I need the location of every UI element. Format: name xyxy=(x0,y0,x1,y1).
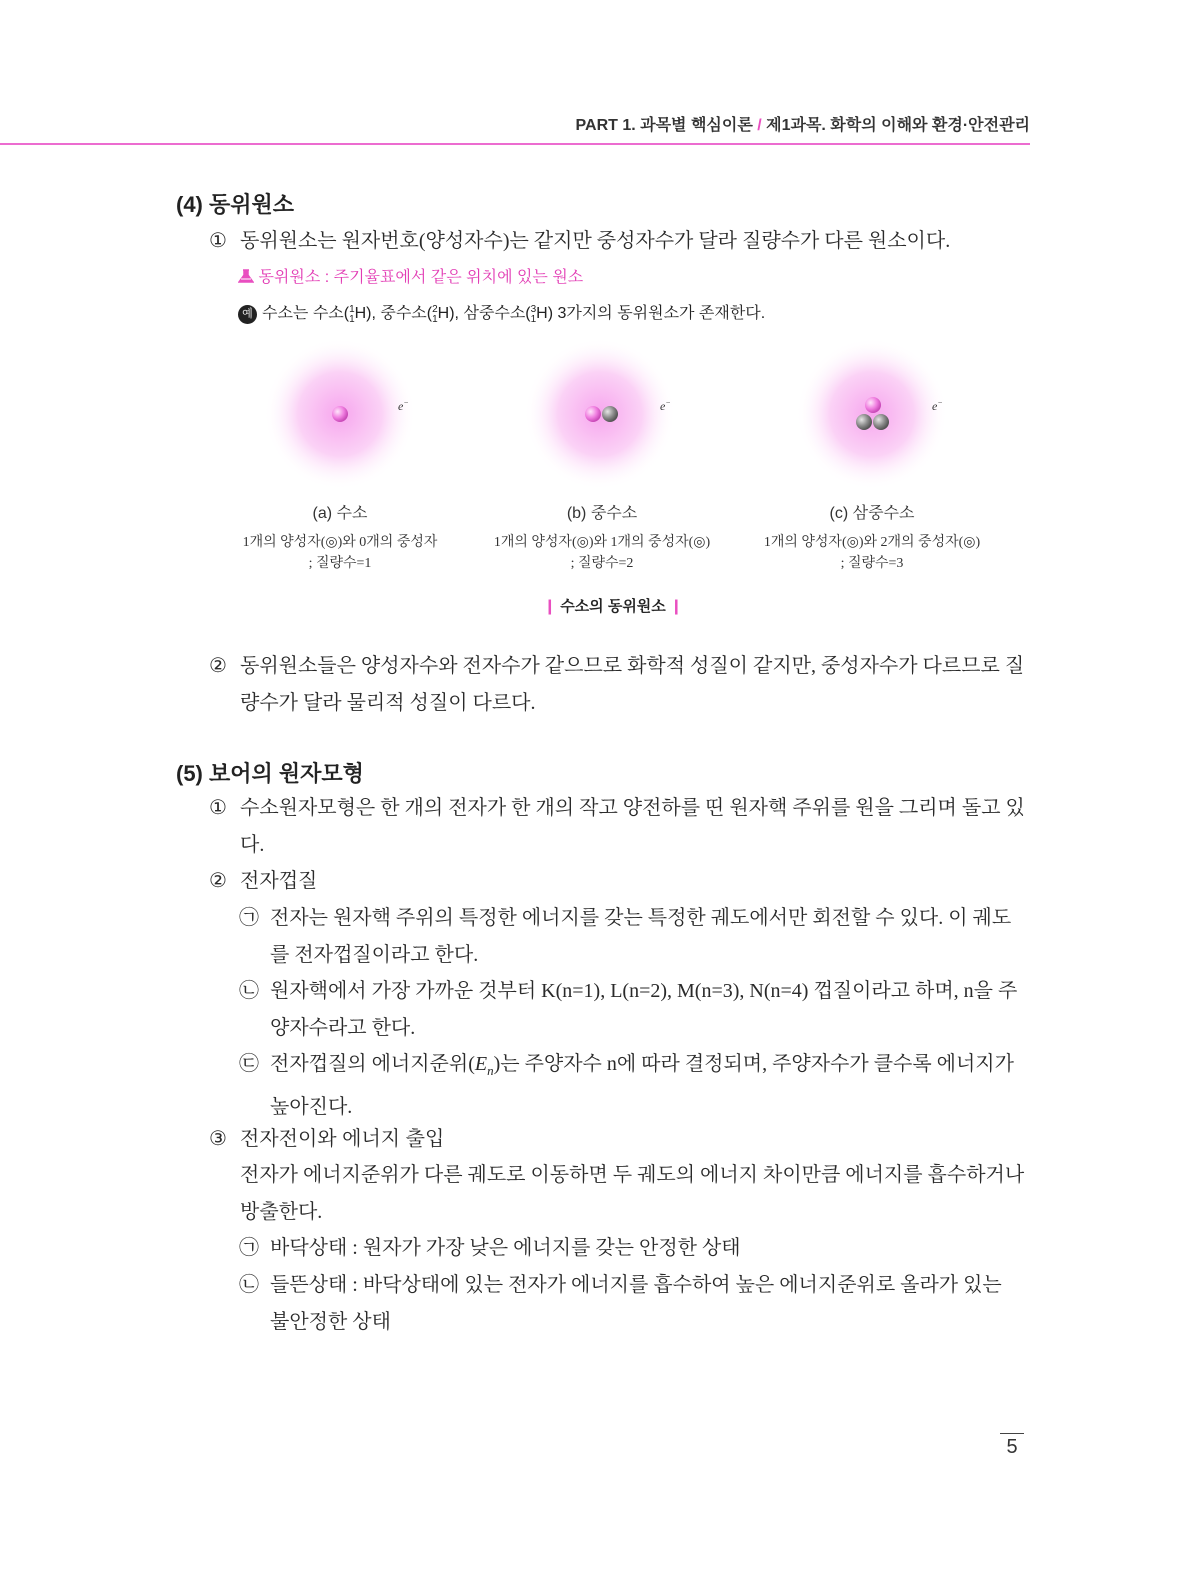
s5-p3-body: 전자가 에너지준위가 다른 궤도로 이동하면 두 궤도의 에너지 차이만큼 에너지를 흡수하거나 방출한다. xyxy=(240,1164,1025,1223)
neutron-c2 xyxy=(873,414,889,430)
s5-item-c xyxy=(239,1046,1025,1126)
s5-d-text: 바닥상태 : 원자가 가장 낮은 에너지를 갖는 안정한 상태 xyxy=(270,1237,741,1259)
s4-note-text: 동위원소 : 주기율표에서 같은 위치에 있는 원소 xyxy=(258,269,584,286)
s4-p2-text: 동위원소들은 양성자수와 전자수가 같으므로 화학적 성질이 같지만, 중성자수가 다르므로 질량수가 달라 물리적 성질이 다르다. xyxy=(240,655,1025,714)
panel-b-description xyxy=(462,532,742,574)
panel-c-label: (c) 삼중수소 xyxy=(829,505,915,522)
panel-a-label: (a) 수소 xyxy=(312,505,368,522)
isotope-1-atomic: 1 xyxy=(349,314,355,325)
s5-c-marker: ㉢ xyxy=(239,1053,259,1075)
s5-e-text: 들뜬상태 : 바닥상태에 있는 전자가 에너지를 흡수하여 높은 에너지준위로 올라가 있는 불안정한 상태 xyxy=(270,1274,1002,1333)
proton-a xyxy=(332,406,348,422)
isotope-2-atomic: 1 xyxy=(432,314,438,325)
example-text-d: H) 3가지의 동위원소가 존재한다. xyxy=(536,305,766,322)
electron-label-c: e− xyxy=(932,398,943,413)
s5-p1-marker: ① xyxy=(209,797,227,819)
panel-a-desc-line1: 1개의 양성자(◎)와 0개의 중성자 xyxy=(242,535,438,550)
s4-p1-marker: ① xyxy=(209,230,227,252)
section-5-title: (5) 보어의 원자모형 xyxy=(176,761,364,786)
panel-b-desc-line1: 1개의 양성자(◎)와 1개의 중성자(◎) xyxy=(493,535,711,550)
caption-bar-left: ❙ xyxy=(543,598,557,615)
s5-a-marker: ㉠ xyxy=(239,907,259,929)
tritium-atom xyxy=(796,338,948,490)
s5-p2-marker: ② xyxy=(209,870,227,892)
isotope-1-mass: 1 xyxy=(349,304,355,315)
panel-b-desc-line2: ; 질량수=2 xyxy=(570,556,634,571)
s5-heading-2 xyxy=(209,863,318,900)
s5-item-a xyxy=(239,900,1025,974)
s5-e-marker: ㉡ xyxy=(239,1274,259,1296)
panel-a-description xyxy=(200,532,480,574)
deuterium-atom xyxy=(524,338,676,490)
flask-icon xyxy=(238,269,254,283)
example-text-a: 수소는 수소( xyxy=(262,305,350,322)
neutron-b xyxy=(602,406,618,422)
s5-item-e xyxy=(239,1267,1025,1341)
caption-bar-right: ❙ xyxy=(669,598,683,615)
proton-b xyxy=(585,406,601,422)
s5-d-marker: ㉠ xyxy=(239,1237,259,1259)
s5-c-subscript: n xyxy=(487,1063,494,1078)
header-part: PART 1. 과목별 핵심이론 xyxy=(575,117,753,134)
caption-text: 수소의 동위원소 xyxy=(560,598,666,615)
s5-c-energy-symbol: E xyxy=(474,1053,488,1075)
s5-p2-text: 전자껍질 xyxy=(240,870,318,892)
s4-p1-text: 동위원소는 원자번호(양성자수)는 같지만 중성자수가 달라 질량수가 다른 원소이다. xyxy=(240,230,951,252)
proton-c xyxy=(865,397,881,413)
example-text-b: H), 중수소( xyxy=(354,305,433,322)
s5-item-b xyxy=(239,973,1025,1047)
panel-c-desc-line1: 1개의 양성자(◎)와 2개의 중성자(◎) xyxy=(763,535,981,550)
s5-paragraph-1 xyxy=(209,790,1025,864)
running-header xyxy=(0,112,1030,135)
panel-a-desc-line2: ; 질량수=1 xyxy=(308,556,372,571)
s5-b-text: 원자핵에서 가장 가까운 것부터 K(n=1), L(n=2), M(n=3), N(n=4) 껍질이라고 하며, n을 주양자수라고 한다. xyxy=(270,980,1018,1039)
s4-p2-marker: ② xyxy=(209,655,227,677)
s5-item-d xyxy=(239,1230,1025,1267)
s5-c-post: )는 주양자수 n에 따라 결정되며, 주양자수가 클수록 에너지가 높아진다. xyxy=(270,1053,1014,1118)
page-number: 5 xyxy=(1000,1433,1024,1459)
isotope-3-mass: 3 xyxy=(530,304,537,315)
neutron-c1 xyxy=(856,414,872,430)
panel-c-description xyxy=(732,532,1012,574)
figure-caption xyxy=(0,595,1181,616)
panel-c-desc-line2: ; 질량수=3 xyxy=(840,556,904,571)
electron-cloud-c xyxy=(796,338,948,490)
s4-example xyxy=(238,300,765,325)
example-badge-icon xyxy=(238,305,257,324)
hydrogen-atom xyxy=(264,338,416,490)
electron-label-a: e− xyxy=(398,398,409,413)
s5-a-text: 전자는 원자핵 주위의 특정한 에너지를 갖는 특정한 궤도에서만 회전할 수 있다. 이 궤도를 전자껍질이라고 한다. xyxy=(270,907,1012,966)
header-separator: / xyxy=(752,117,767,134)
s5-heading-3 xyxy=(209,1121,445,1158)
isotope-3-atomic: 1 xyxy=(530,314,537,325)
header-rule xyxy=(0,143,1030,145)
section-4-title: (4) 동위원소 xyxy=(176,192,295,217)
s5-c-pre: 전자껍질의 에너지준위( xyxy=(270,1053,475,1075)
electron-label-b: e− xyxy=(660,398,671,413)
s5-p3-text: 전자전이와 에너지 출입 xyxy=(240,1128,445,1150)
example-text-c: H), 삼중수소( xyxy=(437,305,531,322)
isotope-figure xyxy=(200,335,1030,505)
s4-note xyxy=(238,264,583,287)
s5-p1-text: 수소원자모형은 한 개의 전자가 한 개의 작고 양전하를 띤 원자핵 주위를 원을 그리며 돌고 있다. xyxy=(240,797,1025,856)
s5-p3-marker: ③ xyxy=(209,1128,227,1150)
panel-b-label: (b) 중수소 xyxy=(566,505,638,522)
example-badge-label: 예 xyxy=(242,308,253,320)
isotope-2-mass: 2 xyxy=(432,304,438,315)
s4-paragraph-1 xyxy=(209,223,1030,260)
header-subject: 제1과목. 화학의 이해와 환경·안전관리 xyxy=(766,117,1030,134)
s5-b-marker: ㉡ xyxy=(239,980,259,1002)
s4-paragraph-2 xyxy=(209,648,1025,722)
